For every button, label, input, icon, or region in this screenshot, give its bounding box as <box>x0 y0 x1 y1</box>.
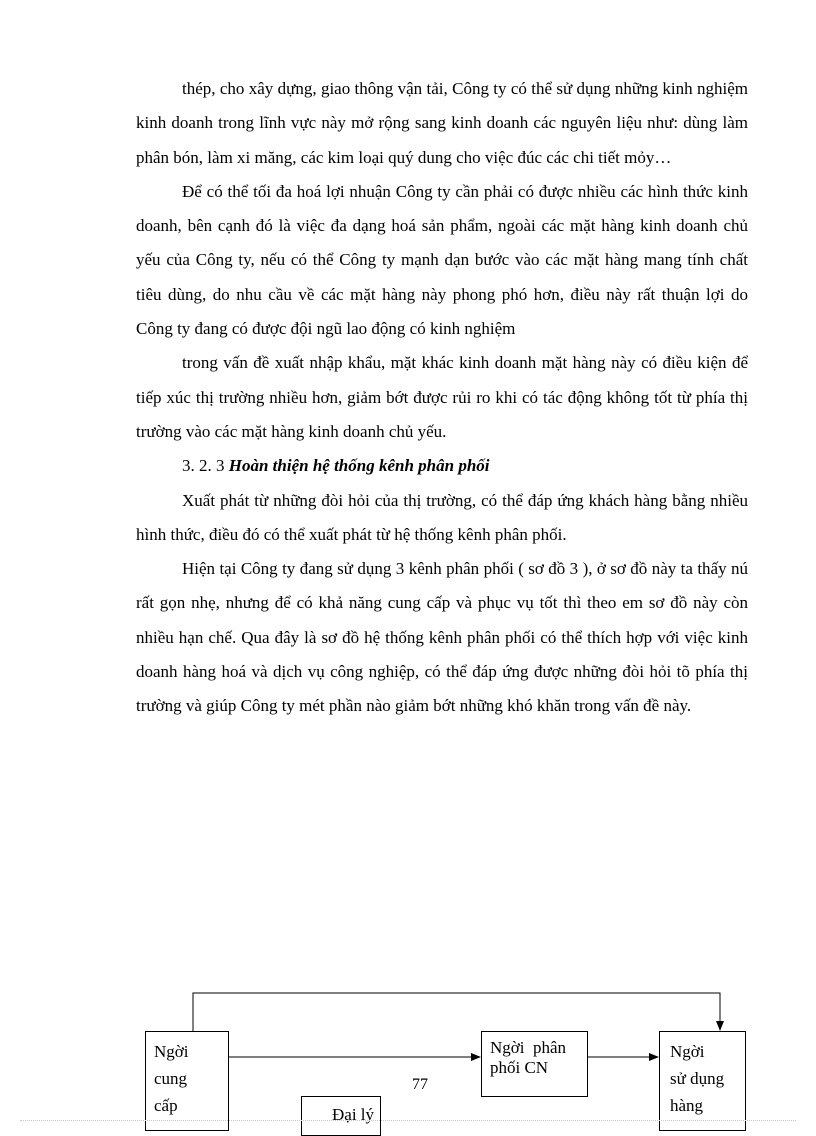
supplier-label-line: cung <box>154 1069 188 1088</box>
section-number: 3. 2. 3 <box>182 456 225 476</box>
supplier-box <box>145 1031 229 1131</box>
user-label-line: hàng <box>670 1096 704 1115</box>
distributor-label-line: Ngời phân <box>490 1038 567 1057</box>
user-label-line: sử dụng <box>670 1069 725 1088</box>
page-bottom-border <box>20 1120 796 1121</box>
paragraph-profit: Để có thể tối đa hoá lợi nhuận Công ty cần phải có được nhiều các hình thức kinh doanh, bên cạnh đó là việc đa dạng hoá sản phẩm, ngoài các mặt hàng kinh doanh chủ yếu của Công ty, nếu có thể Công ty mạnh dạn bước vào các mặt hàng mang tính chất tiêu dùng, do nhu cầu về các mặt hàng này phong phó hơn, điều này rất thuận lợi do Công ty đang có được đội ngũ lao động có kinh nghiệm <box>136 181 748 339</box>
agent-box <box>301 1096 381 1136</box>
body-text <box>136 72 748 724</box>
supplier-label-line: Ngời <box>154 1042 189 1061</box>
section-heading <box>136 449 748 483</box>
distributor-box <box>481 1031 588 1097</box>
agent-label: Đại lý <box>332 1105 375 1124</box>
paragraph-market-demand: Xuất phát từ những đòi hỏi của thị trường, có thể đáp ứng khách hàng bằng nhiều hình thức, điều đó có thể xuất phát từ hệ thống kênh phân phối. <box>136 490 748 544</box>
paragraph-import-export: trong vấn đề xuất nhập khẩu, mặt khác kinh doanh mặt hàng này có điều kiện để tiếp xúc thị trường nhiều hơn, giảm bớt được rủi ro khi có tác động không tốt từ phía thị trường vào các mặt hàng kinh doanh chủ yếu. <box>136 353 748 441</box>
user-box <box>659 1031 746 1131</box>
page-number: 77 <box>412 1076 428 1093</box>
section-title: Hoàn thiện hệ thống kênh phân phối <box>228 456 490 476</box>
paragraph-materials: thép, cho xây dựng, giao thông vận tải, Công ty có thể sử dụng những kinh nghiệm kinh doanh trong lĩnh vực này mở rộng sang kinh doanh các nguyên liệu như: dùng làm phân bón, làm xi măng, các kim loại quý dung cho việc đúc các chi tiết mỏy… <box>136 79 748 167</box>
user-label-line: Ngời <box>670 1042 705 1061</box>
supplier-label-line: cấp <box>154 1096 178 1115</box>
paragraph-current-channels: Hiện tại Công ty đang sử dụng 3 kênh phân phối ( sơ đồ 3 ), ở sơ đồ này ta thấy nú rất gọn nhẹ, nhưng để có khả năng cung cấp và phục vụ tốt thì theo em sơ đồ này còn nhiều hạn chế. Qua đây là sơ đồ hệ thống kênh phân phối có thể thích hợp với việc kinh doanh hàng hoá và dịch vụ công nghiệp, có thể đáp ứng được những đòi hỏi tõ phía thị trường và giúp Công ty mét phần nào giảm bớt những khó khăn trong vấn đề này. <box>136 559 748 716</box>
direct-channel-arrow <box>193 993 720 1031</box>
distributor-label-line: phối CN <box>490 1058 549 1077</box>
